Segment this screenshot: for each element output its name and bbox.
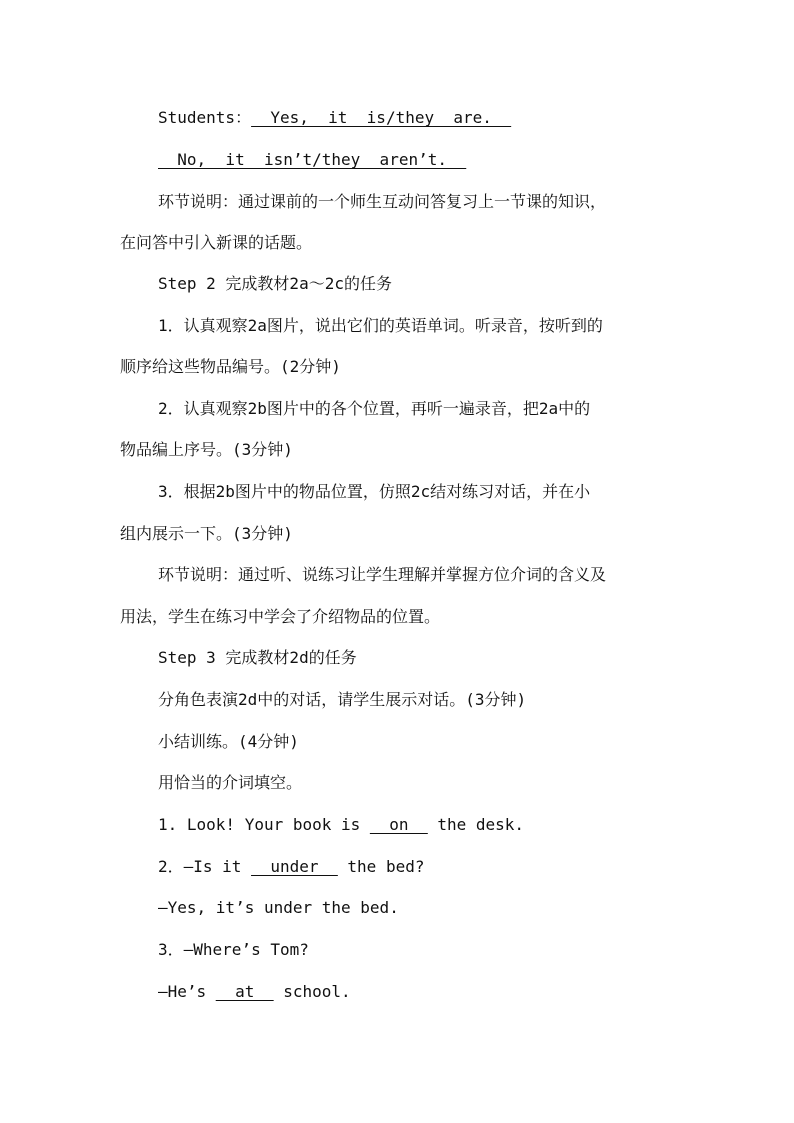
- exercise-2-text: 2．—Is it: [158, 857, 252, 876]
- step2-heading: Step 2 完成教材2a～2c的任务: [158, 274, 392, 293]
- step3-heading: Step 3 完成教材2d的任务: [158, 648, 357, 667]
- exercise-1-text: 1. Look! Your book is: [158, 815, 370, 834]
- exercise-item-1: [158, 814, 794, 836]
- task2-line-2: 物品编上序号。(3分钟): [120, 440, 293, 459]
- summary-line: 小结训练。(4分钟): [158, 732, 299, 751]
- task3-line-1: 3．根据2b图片中的物品位置，仿照2c结对练习对话，并在小: [158, 482, 591, 501]
- note2-line-2: 用法，学生在练习中学会了介绍物品的位置。: [120, 607, 441, 626]
- exercise-3-text-end: school.: [273, 982, 351, 1001]
- note-line-1: 环节说明：通过课前的一个师生互动问答复习上一节课的知识，: [158, 192, 607, 211]
- exercise-item-2: [158, 856, 794, 878]
- exercise-3-text: —He’s: [158, 982, 216, 1001]
- roleplay-line: 分角色表演2d中的对话，请学生展示对话。(3分钟): [158, 690, 527, 709]
- answer-no-line: [158, 149, 794, 171]
- exercise-1-text-end: the desk.: [427, 815, 525, 834]
- exercise-2-answer: __under__: [251, 857, 338, 876]
- exercise-item-3: 3．—Where’s Tom?: [158, 940, 309, 959]
- exercise-2-text-end: the bed?: [337, 857, 425, 876]
- exercise-1-answer: __on__: [369, 815, 428, 834]
- exercise-3-answer: __at__: [215, 982, 274, 1001]
- exercise-2-reply: —Yes, it’s under the bed.: [158, 898, 399, 917]
- task1-line-1: 1．认真观察2a图片，说出它们的英语单词。听录音，按听到的: [158, 316, 603, 335]
- exercise-3-reply: [158, 981, 794, 1003]
- note2-line-1: 环节说明：通过听、说练习让学生理解并掌握方位介词的含义及: [158, 565, 607, 584]
- note-line-2: 在问答中引入新课的话题。: [120, 233, 313, 252]
- answer-no-blank: No, it isn’t/they aren’t.: [158, 150, 467, 169]
- task1-line-2: 顺序给这些物品编号。(2分钟): [120, 357, 341, 376]
- answer-yes-blank: Yes, it is/they are.: [251, 108, 512, 127]
- exercise-instruction: 用恰当的介词填空。: [158, 773, 303, 792]
- task2-line-1: 2．认真观察2b图片中的各个位置，再听一遍录音，把2a中的: [158, 399, 591, 418]
- task3-line-2: 组内展示一下。(3分钟): [120, 524, 293, 543]
- students-label: Students：: [158, 108, 252, 127]
- students-answer-line: [158, 107, 794, 129]
